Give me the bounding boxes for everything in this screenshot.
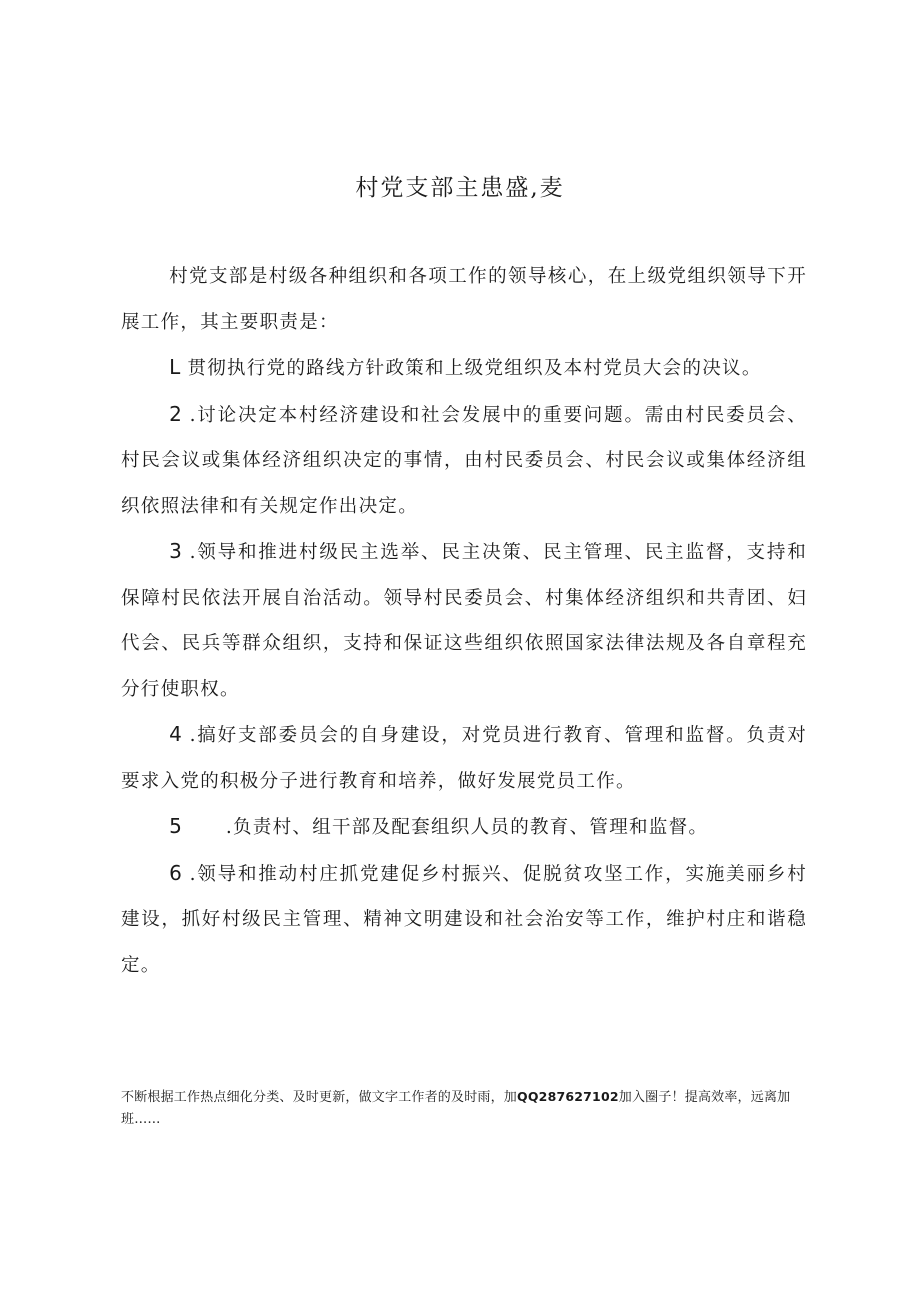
item-6-number: 6 — [169, 860, 182, 885]
item-5-number: 5 — [169, 814, 182, 838]
item-4-number: 4 — [169, 722, 182, 746]
intro-paragraph: 村党支部是村级各种组织和各项工作的领导核心，在上级党组织领导下开展工作，其主要职责是： — [121, 266, 807, 333]
item-2-text: .讨论决定本村经济建设和社会发展中的重要问题。需由村民委员会、村民会议或集体经济组织决定的事情，由村民委员会、村民会议或集体经济组织依照法律和有关规定作出决定。 — [121, 404, 808, 517]
item-2-number: 2 — [169, 401, 182, 426]
item-1 — [121, 345, 807, 392]
item-4-text: .搞好支部委员会的自身建设，对党员进行教育、管理和监督。负责对要求入党的积极分子进行教育和培养，做好发展党员工作。 — [121, 725, 808, 792]
item-1-text: 贯彻执行党的路线方针政策和上级党组织及本村党员大会的决议。 — [187, 358, 762, 379]
footer-text-after: 加入圈子！提高效率，远离加班…… — [121, 1090, 791, 1127]
footer-note — [121, 1086, 811, 1131]
footer-text-before: 不断根据工作热点细化分类、及时更新，做文字工作者的及时雨，加 — [121, 1090, 518, 1105]
document-body — [121, 254, 807, 988]
footer-qq: QQ287627102 — [517, 1089, 619, 1104]
item-6-text: .领导和推动村庄抓党建促乡村振兴、促脱贫攻坚工作，实施美丽乡村建设，抓好村级民主管理、精神文明建设和社会治安等工作，维护村庄和谐稳定。 — [121, 863, 808, 976]
item-4 — [121, 712, 807, 804]
item-6 — [121, 851, 807, 989]
item-3-number: 3 — [169, 539, 182, 563]
item-5-text: .负责村、组干部及配套组织人员的教育、管理和监督。 — [225, 817, 709, 838]
item-3-text: .领导和推进村级民主选举、民主决策、民主管理、民主监督，支持和保障村民依法开展自治活动。领导村民委员会、村集体经济组织和共青团、妇代会、民兵等群众组织，支持和保证这些组织依照国家法律法规及各自章程充分行使职权。 — [121, 542, 808, 700]
item-2 — [121, 392, 807, 530]
item-1-number: L — [169, 355, 181, 379]
item-5 — [121, 804, 807, 851]
document-title: 村党支部主患盛,麦 — [355, 175, 565, 201]
item-3 — [121, 529, 807, 712]
